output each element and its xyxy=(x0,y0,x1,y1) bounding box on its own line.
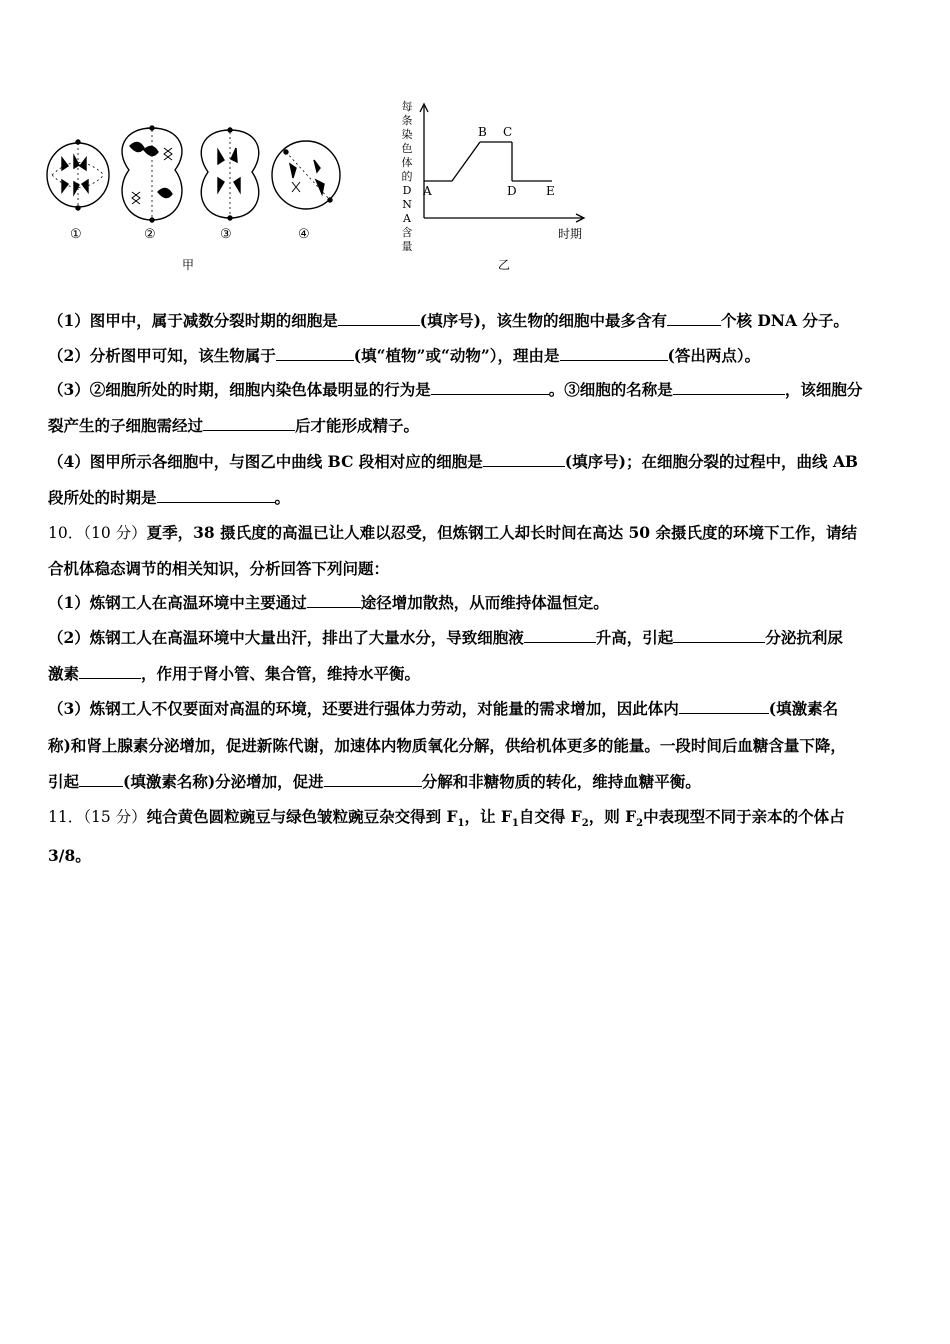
q10-part3-cont: 称)和肾上腺素分泌增加，促进新陈代谢，加速体内物质氧化分解，供给机体更多的能量。一段时间后血糖含量下降， xyxy=(48,736,846,755)
answer-blank[interactable] xyxy=(431,380,549,395)
cell-1 xyxy=(47,140,109,210)
cell-1-label: ① xyxy=(70,227,82,242)
answer-blank[interactable] xyxy=(673,380,785,395)
q10-part2-cont: 激素 ，作用于肾小管、集合管，维持水平衡。 xyxy=(48,664,421,683)
q9-part3: （3）②细胞所处的时期，细胞内染色体最明显的行为是 。③细胞的名称是 ，该细胞分 xyxy=(48,380,863,399)
q11-number: 11．（15 分） xyxy=(48,808,147,826)
q9-part2: （2）分析图甲可知，该生物属于 (填“植物”或“动物”），理由是 (答出两点）。 xyxy=(48,346,761,365)
point-a-label: A xyxy=(423,184,432,198)
figure-jia xyxy=(40,120,360,270)
curve-ab xyxy=(424,142,480,181)
point-e-label: E xyxy=(546,184,555,198)
answer-blank[interactable] xyxy=(307,593,361,608)
q11-stem-line2: 3/8。 xyxy=(48,846,91,865)
answer-blank[interactable] xyxy=(324,772,422,787)
answer-blank[interactable] xyxy=(679,699,769,714)
answer-blank[interactable] xyxy=(673,628,765,643)
point-c-label: C xyxy=(503,125,513,139)
answer-blank[interactable] xyxy=(203,416,295,431)
cell-3 xyxy=(201,128,258,220)
q9-part4-cont: 段所处的时期是 。 xyxy=(48,488,291,507)
cell-2 xyxy=(122,126,182,222)
answer-blank[interactable] xyxy=(483,452,565,467)
q10-part3-cont2: 引起 (填激素名称)分泌增加，促进 分解和非糖物质的转化，维持血糖平衡。 xyxy=(48,772,701,791)
q10-part2: （2）炼钢工人在高温环境中大量出汗，排出了大量水分，导致细胞液 升高，引起 分泌抗利尿 xyxy=(48,628,843,647)
q11-stem: 11．（15 分）纯合黄色圆粒豌豆与绿色皱粒豌豆杂交得到 $F_1$，让 $F_1$自交得 $F_2$，则 $F_2$中表现型不同于亲本的个体占 xyxy=(48,807,845,830)
q10-part3: （3）炼钢工人不仅要面对高温的环境，还要进行强体力劳动，对能量的需求增加，因此体内 (填激素名 xyxy=(48,699,839,718)
figure-yi-caption: 乙 xyxy=(498,258,511,272)
answer-blank[interactable] xyxy=(667,311,721,326)
answer-blank[interactable] xyxy=(79,772,123,787)
x-axis-label: 时期 xyxy=(558,227,583,241)
point-b-label: B xyxy=(478,125,487,139)
cell-4-label: ④ xyxy=(298,227,310,242)
answer-blank[interactable] xyxy=(276,346,354,361)
figure-jia-caption: 甲 xyxy=(182,258,195,272)
q10-stem-line1: 10．（10 分）夏季，38 摄氏度的高温已让人难以忍受，但炼钢工人却长时间在高达 50 余摄氏度的环境下工作，请结 xyxy=(48,523,857,542)
answer-blank[interactable] xyxy=(79,664,141,679)
q10-stem-line2: 合机体稳态调节的相关知识，分析回答下列问题： xyxy=(48,559,390,578)
q9-part3-cont: 裂产生的子细胞需经过 后才能形成精子。 xyxy=(48,416,420,435)
answer-blank[interactable] xyxy=(157,488,275,503)
answer-blank[interactable] xyxy=(524,628,596,643)
q9-part4: （4）图甲所示各细胞中，与图乙中曲线 BC 段相对应的细胞是 (填序号)；在细胞分裂的过程中，曲线 AB xyxy=(48,452,859,471)
figure-yi-yaxis-label: 每 条 染 色 体 的 D N A 含 量 xyxy=(401,100,413,253)
answer-blank[interactable] xyxy=(560,346,668,361)
cell-2-label: ② xyxy=(144,227,156,242)
answer-blank[interactable] xyxy=(338,311,420,326)
q9-part1: （1）图甲中，属于减数分裂时期的细胞是 (填序号)，该生物的细胞中最多含有 个核 DNA 分子。 xyxy=(48,311,849,330)
figure-yi-chart xyxy=(418,100,593,225)
point-d-label: D xyxy=(507,184,517,198)
cell-4 xyxy=(272,141,340,209)
cell-3-label: ③ xyxy=(220,227,232,242)
q10-part1: （1）炼钢工人在高温环境中主要通过 途径增加散热，从而维持体温恒定。 xyxy=(48,593,609,612)
q10-number: 10．（10 分） xyxy=(48,524,147,542)
